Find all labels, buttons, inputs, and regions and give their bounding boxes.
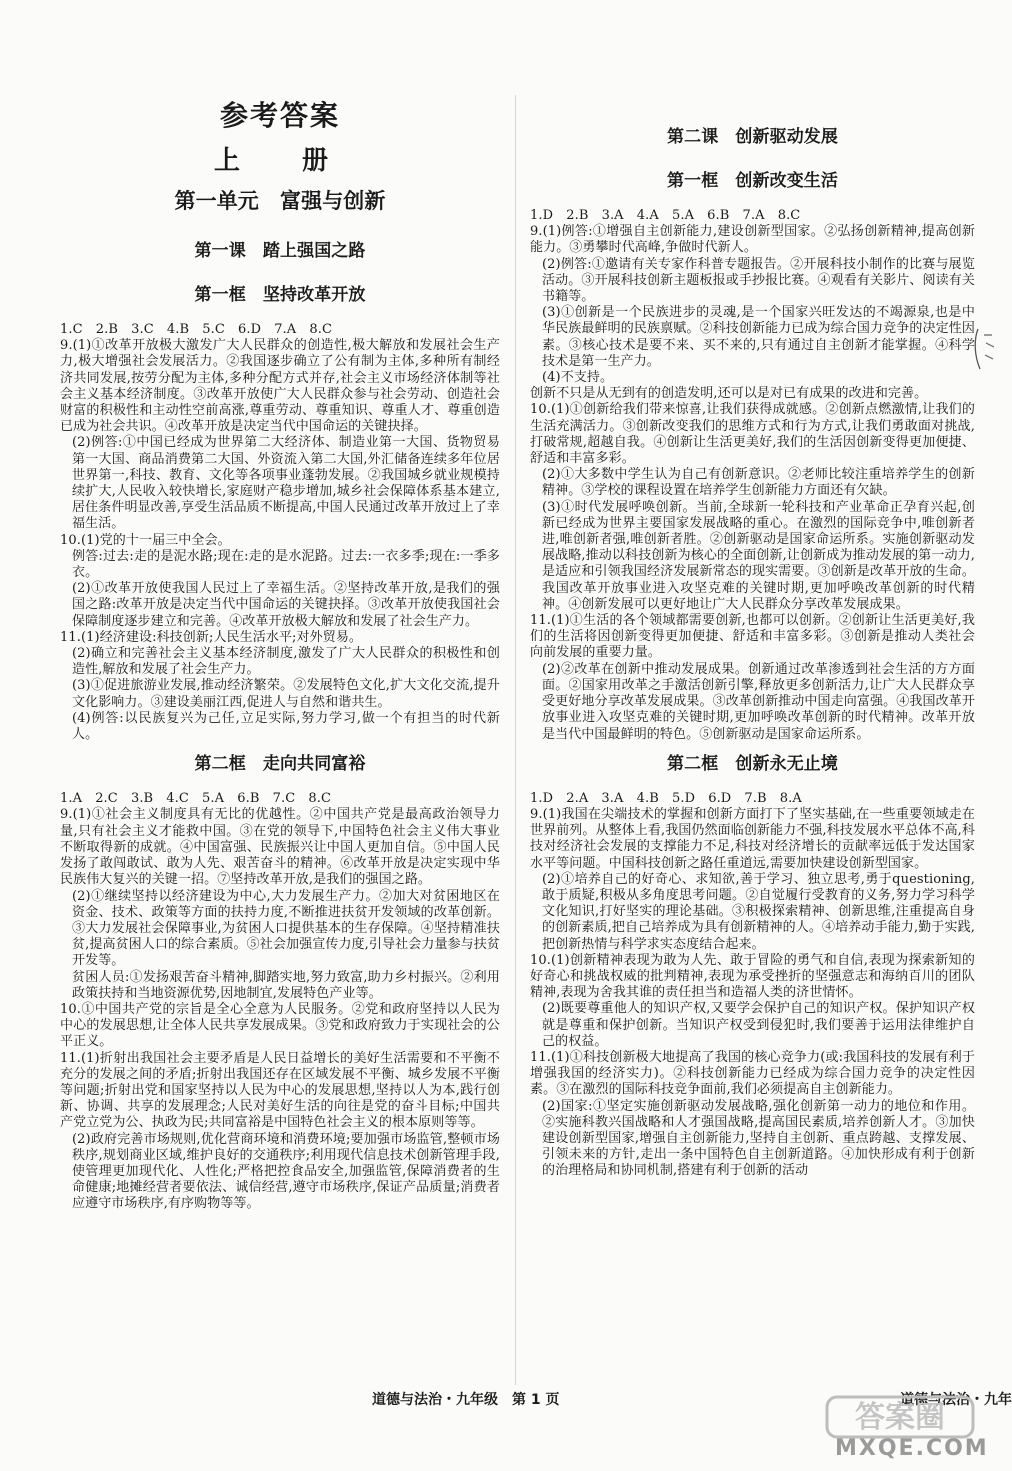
answer-paragraph: 9.(1)我国在尖端技术的掌握和创新方面打下了坚实基础,在一些重要领域走在世界前列。从整体上看,我国仍然面临创新能力不强,科技发展水平总体不高,科技对经济社会发展的支撑能力不足,科技对经济增长的贡献率远低于发达国家水平等问题。中国科技创新之路任重道远,需要加快建设创新型国家。: [530, 806, 975, 871]
answer-paragraph: (3)①促进旅游业发展,推动经济繁荣。②发展特色文化,扩大文化交流,提升文化影响力。③建设美丽江西,促进人与自然和谐共生。: [72, 678, 500, 710]
answer-paragraph: (2)政府完善市场规则,优化营商环境和消费环境;要加强市场监管,整顿市场秩序,规划商业区域,维护良好的交通秩序;利用现代信息技术创新管理手段,使管理更加现代化、人性化;严格把控食品安全,加强监管,保障消费者的生命健康;地摊经营者要依法、诚信经营,遵守市场秩序,保证产品质量;消费者应遵守市场秩序,有序购物等等。: [72, 1131, 500, 1212]
answer-paragraph: (2)例答:①邀请有关专家作科普专题报告。②开展科技小制作的比赛与展览活动。③开展科技创新主题板报或手抄报比赛。④观看有关影片、阅读有关书籍等。: [542, 256, 975, 305]
answer-paragraph: (2)①培养自己的好奇心、求知欲,善于学习、独立思考,勇于questioning,敢于质疑,积极从多角度思考问题。②自觉履行受教育的义务,努力学习科学文化知识,打好坚实的理论基础。③积极探索精神、创新思维,注重提高自身的创新素质,把自己培养成为具有创新精神的人。④培养动手能力,勤于实践,把创新热情与科学求实态度结合起来。: [542, 871, 975, 952]
answer-paragraph: 9.(1)①改革开放极大激发广大人民群众的创造性,极大解放和发展社会生产力,极大增强社会发展活力。②我国逐步确立了公有制为主体,多种所有制经济共同发展,按劳分配为主体,多种分配方式并存,社会主义市场经济体制等社会主义基本经济制度。③改革开放使广大人民群众参与社会劳动、创造社会财富的积极性和主动性空前高涨,尊重劳动、尊重知识、尊重人才、尊重创造已成为社会共识。④改革开放是决定当代中国命运的关键抉择。: [60, 338, 500, 435]
choice-answers: 1.D 2.A 3.A 4.B 5.D 6.D 7.B 8.A: [530, 790, 802, 806]
watermark-text: MXQE.COM: [835, 1436, 989, 1461]
section-title: 第二框 创新永无止境: [667, 753, 838, 774]
answer-paragraph: 例答:过去:走的是泥水路;现在:走的是水泥路。过去:一衣多季;现在:一季多衣。: [72, 548, 500, 581]
choice-answers: 1.A 2.C 3.B 4.C 5.A 6.B 7.C 8.C: [60, 791, 331, 807]
watermark-logo: [825, 1393, 975, 1441]
section-title: 第一框 坚持改革开放: [194, 285, 366, 305]
section-answers: [60, 791, 500, 1212]
right-column: [530, 92, 975, 1180]
answer-paragraph: (3)①时代发展呼唤创新。当前,全球新一轮科技和产业革命正孕育兴起,创新已经成为世界主要国家发展战略的重心。在激烈的国际竞争中,唯创新者进,唯创新者强,唯创新者胜。②创新驱动是国家命运所系。实施创新驱动发展战略,推动以科技创新为核心的全面创新,让创新成为推动发展的第一动力,是适应和引领我国经济发展新常态的现实需要。③创新是改革开放的生命。我国改革开放事业进入攻坚克难的关键时期,更加呼唤改革创新的时代精神。④创新发展可以更好地让广大人民群众分享改革发展成果。: [542, 499, 975, 612]
section-answers: [60, 322, 500, 743]
watermark-logo-text: 答案圈: [855, 1400, 945, 1435]
page-footer-next: 道德与法治・九年: [900, 1392, 1012, 1408]
column-divider: [515, 95, 516, 1385]
answer-paragraph: (3)①创新是一个民族进步的灵魂,是一个国家兴旺发达的不竭源泉,也是中华民族最鲜明的民族禀赋。②科技创新能力已成为综合国力竞争的决定性因素。③核心技术是要不来、买不来的,只有通过自主创新才能掌握。④科学技术是第一生产力。: [542, 305, 975, 369]
section-answers: [530, 208, 975, 743]
answer-paragraph: (2)例答:①中国已经成为世界第二大经济体、制造业第一大国、货物贸易第一大国、商品消费第二大国、外资流入第二大国,外汇储备连续多年位居世界第一,科技、教育、文化等各项事业蓬勃发展。②我国城乡就业规模持续扩大,人民收入较快增长,家庭财产稳步增加,城乡社会保障体系基本建立,居住条件明显改善,享受生活品质不断提高,中国人民通过改革开放过上了幸福生活。: [72, 435, 500, 532]
unit-title: 第一单元 富强与创新: [174, 188, 386, 213]
answer-paragraph: 贫困人员:①发扬艰苦奋斗精神,脚踏实地,努力致富,助力乡村振兴。②利用政策扶持和当地资源优势,因地制宜,发展特色产业等。: [72, 969, 500, 1001]
handwritten-mark-icon: [972, 325, 998, 375]
lesson-title: 第二课 创新驱动发展: [667, 127, 838, 147]
answer-paragraph: 10.①中国共产党的宗旨是全心全意为人民服务。②党和政府坚持以人民为中心的发展思想,让全体人民共享发展成果。③党和政府致力于实现社会的公平正义。: [60, 1001, 500, 1050]
page-title: 参考答案: [219, 99, 340, 132]
answer-paragraph: (2)国家:①坚定实施创新驱动发展战略,强化创新第一动力的地位和作用。②实施科教兴国战略和人才强国战略,提高国民素质,培养创新人才。③加快建设创新型国家,增强自主创新能力,坚持自主创新、重点跨越、支撑发展、引领未来的方针,走出一条中国特色自主创新道路。④加快形成有利于创新的治理格局和协同机制,搭建有利于创新的活动: [542, 1098, 975, 1179]
answer-paragraph: (2)①继续坚持以经济建设为中心,大力发展生产力。②加大对贫困地区在资金、技术、政策等方面的扶持力度,不断推进扶贫开发领域的改革创新。③大力发展社会保障事业,为贫困人口提供基本的生存保障。④坚持精准扶贫,提高贫困人口的综合素质。⑤社会加强宣传力度,引导社会力量参与扶贫开发等。: [72, 888, 500, 969]
answer-paragraph: 创新不只是从无到有的创造发明,还可以是对已有成果的改进和完善。: [530, 386, 928, 402]
answer-paragraph: 11.(1)①科技创新极大地提高了我国的核心竞争力(或:我国科技的发展有利于增强我国的经济实力)。②科技创新能力已经成为综合国力竞争的决定性因素。③在激烈的国际科技竞争面前,我们必须提高自主创新能力。: [530, 1049, 975, 1098]
section-title: 第一框 创新改变生活: [667, 171, 838, 191]
section-title: 第二框 走向共同富裕: [194, 754, 366, 775]
choice-answers: 1.D 2.B 3.A 4.A 5.A 6.B 7.A 8.C: [530, 208, 801, 223]
answer-paragraph: (2)②改革在创新中推动发展成果。创新通过改革渗透到社会生活的方方面面。②国家用改革之手激活创新引擎,释放更多创新活力,让广大人民群众享受更好地分享改革发展成果。③改革创新推动中国走向富强。④我国改革开放事业进入攻坚克难的关键时期,更加呼唤改革创新的时代精神。改革开放是当代中国最鲜明的特色。⑤创新驱动是国家命运所系。: [542, 661, 975, 742]
answer-paragraph: (2)确立和完善社会主义基本经济制度,激发了广大人民群众的积极性和创造性,解放和发展了社会生产力。: [72, 646, 500, 678]
answer-paragraph: 10.(1)创新精神表现为敢为人先、敢于冒险的勇气和自信,表现为探索新知的好奇心和挑战权威的批判精神,表现为承受挫折的坚强意志和海纳百川的团队精神,表现为舍我其谁的责任担当和造福人类的济世情怀。: [530, 952, 975, 1001]
answer-paragraph: 10.(1)①创新给我们带来惊喜,让我们获得成就感。②创新点燃激情,让我们的生活充满活力。③创新改变我们的思维方式和行为方式,让我们勇敢面对挑战,打破常规,超越自我。④创新让生活更美好,我们的生活因创新变得更加便捷、舒适和丰富多彩。: [530, 402, 975, 467]
answer-paragraph: 9.(1)例答:①增强自主创新能力,建设创新型国家。②弘扬创新精神,提高创新能力。③勇攀时代高峰,争做时代新人。: [530, 224, 975, 256]
answer-paragraph: (2)①改革开放使我国人民过上了幸福生活。②坚持改革开放,是我们的强国之路:改革开放是决定当代中国命运的关键抉择。③改革开放使我国社会保障制度逐步建立和完善。④改革开放极大解放和发展了社会生产力。: [72, 581, 500, 629]
page-footer: 道德与法治・九年级 第 1 页: [372, 1392, 560, 1408]
left-column: [60, 92, 500, 1213]
answer-paragraph: 11.(1)折射出我国社会主要矛盾是人民日益增长的美好生活需要和不平衡不充分的发展之间的矛盾;折射出我国还存在区域发展不平衡、城乡发展不平衡等问题;折射出党和国家坚持以人民为中心的发展思想,坚持以人为本,践行创新、协调、共享的发展理念;人民对美好生活的向往是党的奋斗目标;中国共产党立党为公、执政为民;共同富裕是中国特色社会主义的根本原则等等。: [60, 1050, 500, 1131]
answer-paragraph: (4)不支持。: [542, 370, 614, 386]
lesson-title: 第一课 踏上强国之路: [194, 241, 366, 261]
choice-answers: 1.C 2.B 3.C 4.B 5.C 6.D 7.A 8.C: [60, 322, 333, 337]
answer-paragraph: (2)既要尊重他人的知识产权,又要学会保护自己的知识产权。保护知识产权就是尊重和保护创新。当知识产权受到侵犯时,我们要善于运用法律维护自己的权益。: [542, 1001, 975, 1049]
answer-paragraph: 10.(1)党的十一届三中全会。: [60, 532, 231, 548]
book-volume-title: 上 册: [213, 146, 346, 176]
answer-paragraph: (4)例答:以民族复兴为己任,立足实际,努力学习,做一个有担当的时代新人。: [72, 710, 500, 743]
answer-paragraph: 11.(1)经济建设:科技创新;人民生活水平;对外贸易。: [60, 629, 363, 645]
answer-paragraph: 9.(1)①社会主义制度具有无比的优越性。②中国共产党是最高政治领导力量,只有社会主义才能救中国。③在党的领导下,中国特色社会主义伟大事业不断取得新的成就。④中国富强、民族振兴让中国人更加自信。⑤中国人民发扬了敢闯敢试、敢为人先、艰苦奋斗的精神。⑥改革开放是决定实现中华民族伟大复兴的关键一招。⑦坚持改革开放,是我们的强国之路。: [60, 807, 500, 888]
answer-paragraph: (2)①大多数中学生认为自己有创新意识。②老师比较注重培养学生的创新精神。③学校的课程设置在培养学生创新能力方面还有欠缺。: [542, 467, 975, 499]
answer-paragraph: 11.(1)①生活的各个领域都需要创新,也都可以创新。②创新让生活更美好,我们的生活将因创新变得更加便捷、舒适和丰富多彩。③创新是推动人类社会向前发展的重要力量。: [530, 613, 975, 661]
section-answers: [530, 791, 975, 1180]
